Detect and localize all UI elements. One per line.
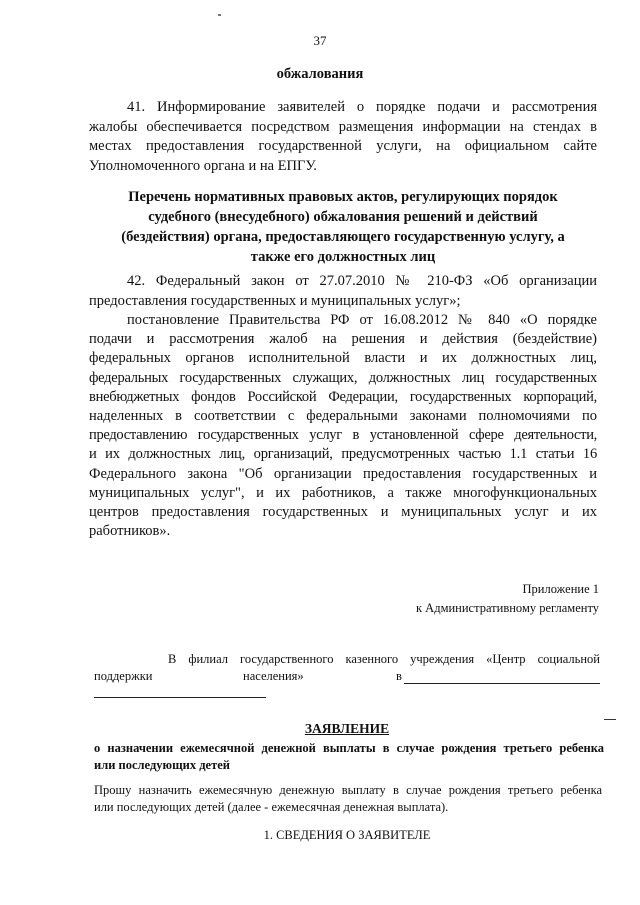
appendix-line-2: к Административному регламенту — [415, 601, 599, 615]
paragraph-line: федеральных органов исполнительной власти и их должностных лиц, — [89, 350, 597, 367]
paragraph-line: центров предоставления государственных и муниципальных услуг и их — [89, 504, 597, 521]
page-number: 37 — [313, 33, 327, 48]
addressee-word-2: населения» — [243, 669, 304, 683]
scan-mark — [218, 14, 221, 16]
section-heading — [89, 187, 597, 267]
scan-mark — [604, 719, 616, 720]
form-subtitle — [94, 740, 604, 773]
request-text — [94, 782, 602, 815]
branch-name-field[interactable] — [404, 683, 600, 684]
paragraph-line: Федерального закона "Об организации предоставления государственных и — [89, 465, 597, 482]
paragraph-line: местах предоставления государственной услуги, на официальном сайте — [89, 138, 597, 154]
paragraph-line: предоставлению государственных услуг в установленной сфере деятельности, — [89, 427, 597, 444]
paragraph-line: подачи и рассмотрения жалоб на решения и действия (бездействие) — [89, 331, 597, 348]
paragraph-line: и их должностных лиц, организаций, предусмотренных частью 1.1 статьи 16 — [89, 446, 597, 463]
paragraph-line: Уполномоченного органа и на ЕПГУ. — [89, 157, 317, 174]
request-line: или последующих детей (далее - ежемесячная денежная выплата). — [94, 799, 449, 814]
appendix-note — [300, 581, 599, 616]
paragraph-line: жалобы обеспечивается посредством размещения информации на стендах в — [89, 118, 597, 135]
paragraph-decree — [89, 311, 597, 541]
paragraph-line: внебюджетных фондов Российской Федерации, государственных корпораций, — [89, 388, 597, 405]
paragraph-line: 42. Федеральный закон от 27.07.2010 № 210-ФЗ «Об организации — [127, 273, 597, 289]
request-line: Прошу назначить ежемесячную денежную выплату в случае рождения третьего ребенка — [94, 783, 602, 797]
addressee-word-3: в — [396, 669, 402, 683]
heading-line: Перечень нормативных правовых актов, регулирующих порядок — [128, 189, 558, 205]
heading-line: также его должностных лиц — [250, 249, 436, 265]
paragraph-41 — [89, 98, 597, 176]
paragraph-line: постановление Правительства РФ от 16.08.2012 № 840 «О порядке — [127, 312, 597, 328]
paragraph-line: федеральных государственных служащих, должностных лиц государственных — [89, 369, 597, 386]
heading-line: (бездействия) органа, предоставляющего государственную услугу, а — [121, 229, 565, 245]
paragraph-42 — [89, 272, 597, 311]
addressee-line-1: В филиал государственного казенного учреждения «Центр социальной — [168, 652, 600, 666]
section-1-title: 1. СВЕДЕНИЯ О ЗАЯВИТЕЛЕ — [263, 828, 431, 842]
top-heading: обжалования — [276, 66, 364, 82]
paragraph-line: наделенных в соответствии с федеральными законами полномочиями по — [89, 408, 597, 425]
subtitle-line: или последующих детей — [94, 757, 230, 772]
appendix-line-1: Приложение 1 — [522, 582, 599, 596]
heading-line: судебного (внесудебного) обжалования решений и действий — [148, 209, 538, 225]
form-title: ЗАЯВЛЕНИЕ — [304, 721, 390, 736]
addressee-extra-field[interactable] — [94, 697, 266, 698]
paragraph-line: 41. Информирование заявителей о порядке подачи и рассмотрения — [127, 99, 597, 115]
subtitle-line: о назначении ежемесячной денежной выплаты в случае рождения третьего ребенка — [94, 741, 604, 755]
paragraph-line: предоставления государственных и муниципальных услуг»; — [89, 292, 461, 309]
addressee-word-1: поддержки — [94, 669, 153, 683]
paragraph-line: муниципальных услуг", и их работников, а также многофункциональных — [89, 484, 597, 501]
paragraph-line: работников». — [89, 523, 171, 540]
